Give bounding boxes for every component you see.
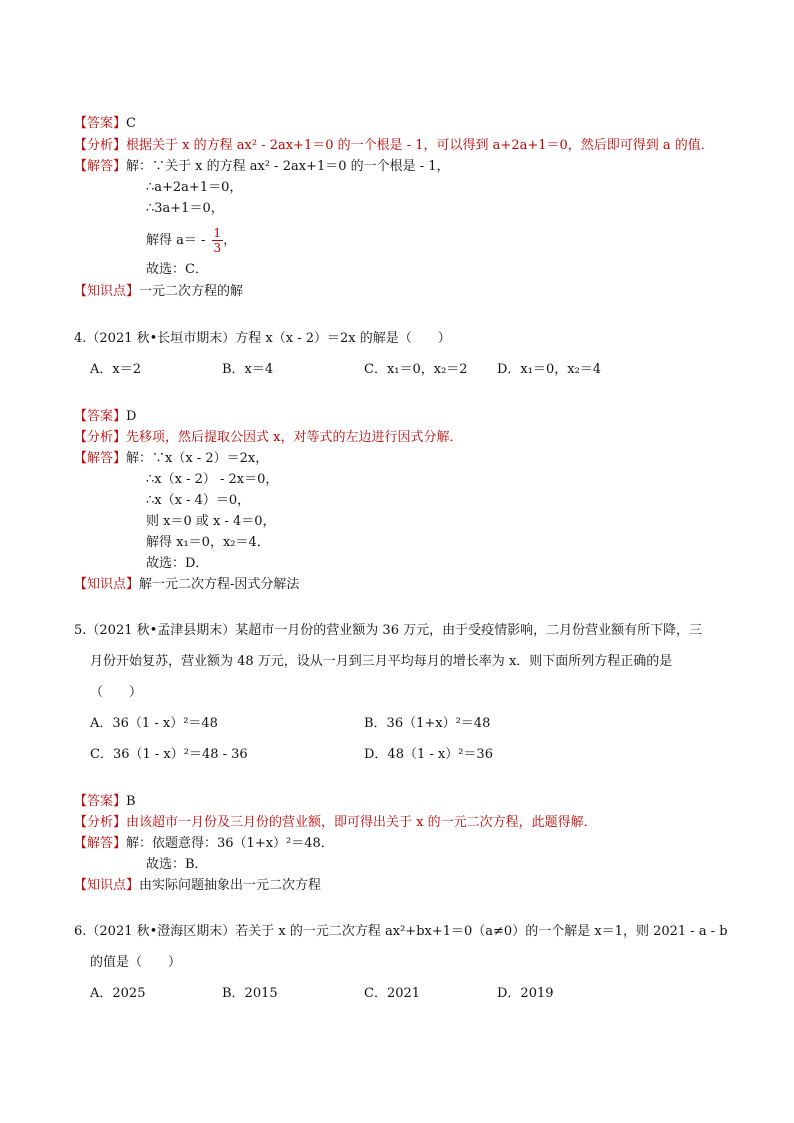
q4-stem: 4.（2021 秋•长垣市期末）方程 x（x - 2）＝2x 的解是（ ） <box>74 331 451 346</box>
knowledge-tag: 【知识点】 <box>74 284 140 299</box>
solution-line: ∴a+2a+1＝0， <box>146 180 243 195</box>
q6-option-b: B．2015 <box>222 986 278 1001</box>
solution-line: 解：∵x（x - 2）＝2x， <box>126 451 269 466</box>
q3-analysis <box>74 136 714 156</box>
answer-tag: 【答案】 <box>74 116 127 131</box>
answer-tag: 【答案】 <box>74 409 127 424</box>
knowledge-text: 由实际问题抽象出一元二次方程 <box>139 878 322 893</box>
answer-text: B <box>126 794 136 809</box>
q5-option-b: B．36（1+x）²＝48 <box>364 716 491 731</box>
q4-knowledge <box>74 575 299 595</box>
analysis-tag: 【分析】 <box>74 138 127 153</box>
q5-option-d: D．48（1 - x）²＝36 <box>364 747 493 762</box>
q5-answer <box>74 792 136 812</box>
solution-line: 解：依题意得：36（1+x）²＝48． <box>126 836 334 851</box>
analysis-tag: 【分析】 <box>74 815 127 830</box>
fraction-tail: ， <box>223 233 237 248</box>
solution-tag: 【解答】 <box>74 836 127 851</box>
q5-solution <box>74 834 334 854</box>
solution-line: 故选：D． <box>146 556 209 571</box>
q3-answer <box>74 114 136 134</box>
q3-knowledge <box>74 282 243 302</box>
q6-option-a: A．2025 <box>90 986 146 1001</box>
solution-line: ∴x（x - 4）＝0， <box>146 493 251 508</box>
solution-tag: 【解答】 <box>74 451 127 466</box>
knowledge-text: 解一元二次方程-因式分解法 <box>139 577 300 592</box>
q4-option-a: A．x＝2 <box>90 362 141 377</box>
q6-option-d: D．2019 <box>497 986 554 1001</box>
knowledge-tag: 【知识点】 <box>74 878 140 893</box>
fraction-denominator: 3 <box>213 241 222 255</box>
q3-solution <box>74 157 450 177</box>
fraction-numerator: 1 <box>213 226 222 240</box>
solution-line: 解：∵关于 x 的方程 ax² - 2ax+1＝0 的一个根是 - 1， <box>126 159 450 174</box>
q4-answer <box>74 407 136 427</box>
solution-line: 故选：B． <box>146 857 208 872</box>
q5-option-c: C．36（1 - x）²＝48 - 36 <box>90 747 248 762</box>
analysis-text: 由该超市一月份及三月份的营业额，即可得出关于 x 的一元二次方程，此题得解． <box>126 815 597 830</box>
analysis-tag: 【分析】 <box>74 430 127 445</box>
knowledge-text: 一元二次方程的解 <box>139 284 244 299</box>
q5-knowledge <box>74 876 321 896</box>
answer-text: D <box>126 409 137 424</box>
q6-stem-line: 的值是（ ） <box>90 955 182 970</box>
solution-line-fraction <box>146 226 236 256</box>
answer-text: C <box>126 116 136 131</box>
q5-stem-line: 月份开始复苏，营业额为 48 万元，设从一月到三月平均每月的增长率为 x．则下面所列方程正确的是 <box>90 654 673 669</box>
q5-option-a: A．36（1 - x）²＝48 <box>90 716 218 731</box>
q5-analysis <box>74 813 597 833</box>
q6-stem-line: 6.（2021 秋•澄海区期末）若关于 x 的一元二次方程 ax²+bx+1＝0（a≠0）的一个解是 x＝1，则 2021 - a - b <box>74 924 728 939</box>
solution-line: 解得 x₁＝0，x₂＝4． <box>146 535 270 550</box>
q4-analysis <box>74 428 462 448</box>
q5-stem-line: 5.（2021 秋•孟津县期末）某超市一月份的营业额为 36 万元，由于受疫情影响，二月份营业额有所下降，三 <box>74 623 703 638</box>
q6-option-c: C．2021 <box>364 986 421 1001</box>
solution-line: ∴x（x - 2） - 2x＝0， <box>146 472 279 487</box>
fraction <box>212 226 224 255</box>
knowledge-tag: 【知识点】 <box>74 577 140 592</box>
solution-line: ∴3a+1＝0， <box>146 201 224 216</box>
solution-line: 解得 a＝ - <box>146 233 210 248</box>
q4-option-c: C．x₁＝0，x₂＝2 <box>364 362 468 377</box>
q4-option-b: B．x＝4 <box>222 362 274 377</box>
analysis-text: 根据关于 x 的方程 ax² - 2ax+1＝0 的一个根是 - 1，可以得到 a+2a+1＝0，然后即可得到 a 的值． <box>126 138 714 153</box>
answer-tag: 【答案】 <box>74 794 127 809</box>
analysis-text: 先移项，然后提取公因式 x，对等式的左边进行因式分解． <box>126 430 463 445</box>
solution-line: 故选：C． <box>146 262 208 277</box>
q4-option-d: D．x₁＝0，x₂＝4 <box>497 362 602 377</box>
solution-line: 则 x＝0 或 x - 4＝0， <box>146 514 276 529</box>
q4-solution <box>74 449 268 469</box>
solution-tag: 【解答】 <box>74 159 127 174</box>
q5-stem-line: （ ） <box>90 685 143 700</box>
